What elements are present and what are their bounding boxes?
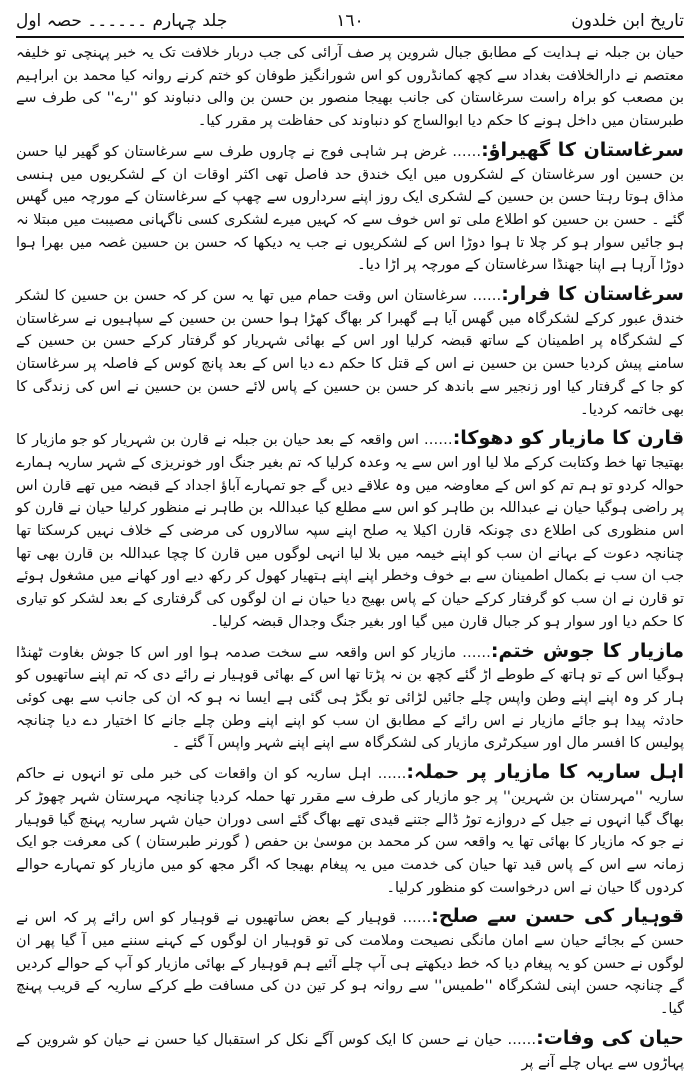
paragraph-text: اس واقعہ کے بعد حیان بن جبلہ نے قارن بن شہریار کو جو مازیار کا بھتیجا تھا خط وکتابت کرکے ملا لیا اور اس سے یہ وعدہ کرلیا کہ تم بغیر جنگ اور خونریزی کے شہر ساریہ ہمارے حوالہ کردو تو ہم تم کو اس کے معاوضہ میں وہ علاقے دیں گے جو تمہارے آباؤ اجداد کے قبضہ میں تھے قارن اس پر راضی ہوگیا حیان نے عبداللہ بن طاہر کو اس سے مطلع کیا عبداللہ بن طاہر نے منظور کرلیا حیان نے قارن کو اس منظوری کی اطلاع دی چونکہ قارن اکیلا یہ صلح اپنے سپہ سالاروں کی مرضی کے خلاف نہیں کرسکتا تھا چنانچہ دعوت کے بہانے ان سب کو اپنے خیمہ میں بلا لیا انہی لوگوں میں قارن کا چچا عبداللہ بن قارن بھی تھا جب ان سب نے بکمال اطمینان سے بے خوف وخطر اپنے اپنے ہتھیار کھول کر رکھ دیے اور کھانے میں مشغول ہوئے تو قارن نے ان سب کو گرفتار کرکے حیان کے پاس بھیج دیا حیان نے ان لوگوں کی گرفتاری کے بعد لشکر کو تیاری کا حکم دیا اور سوار ہو کر جبال قارن میں گیا اور بغیر جنگ وجدال قبضہ کرلیا۔ [16,432,684,630]
paragraph-escape: سرغاستان کا فرار:…… سرغاستان اس وقت حمام میں تھا یہ سن کر کہ حسن بن حسین کا لشکر خندق عبور کرکے لشکرگاہ میں گھس آیا ہے گھبرا کر بھاگ کھڑا ہوا حسن بن حسین کے سپاہیوں نے سرغاستان کے لشکرگاہ پر اطمینان کے ساتھ قبضہ کرلیا اور اس کے بھائی شہریار کو گرفتار کرکے حسن بن حسین کے سامنے پیش کردیا حسن بن حسین نے اس کے قتل کا حکم دے دیا اس کے بعد پانچ کوس کے فاصلہ پر سرغاستان کو جا کے گرفتار کیا اور زنجیر سے باندھ کر حسن بن حسین کے پاس لائے حسن بن حسین نے اس کی زندگی کا بھی خاتمہ کردیا۔ [16,283,684,418]
volume-label: جلد چہارم ۔۔۔۔۔۔ حصہ اول [16,11,228,31]
header-rule [16,36,684,38]
paragraph-deception: قارن کا مازیار کو دھوکا:…… اس واقعہ کے بعد حیان بن جبلہ نے قارن بن شہریار کو جو مازیار کا بھتیجا تھا خط وکتابت کرکے ملا لیا اور اس سے یہ وعدہ کرلیا کہ تم بغیر جنگ اور خونریزی کے شہر ساریہ ہمارے حوالہ کردو تو ہم تم کو اس کے معاوضہ میں وہ علاقے دیں گے جو تمہارے آباؤ اجداد کے قبضہ میں تھے قارن اس پر راضی ہوگیا حیان نے عبداللہ بن طاہر کو اس سے مطلع کیا عبداللہ بن طاہر نے منظور کرلیا حیان نے قارن کو اس منظوری کی اطلاع دی چونکہ قارن اکیلا یہ صلح اپنے سپہ سالاروں کی مرضی کے خلاف نہیں کرسکتا تھا چنانچہ دعوت کے بہانے ان سب کو اپنے خیمہ میں بلا لیا انہی لوگوں میں قارن کا چچا عبداللہ بن قارن بھی تھا جب ان سب نے بکمال اطمینان سے بے خوف وخطر اپنے اپنے ہتھیار کھول کر رکھ دیے اور کھانے میں مشغول ہوئے تو قارن نے ان سب کو گرفتار کرکے حیان کے پاس بھیج دیا حیان نے ان لوگوں کی گرفتاری کے بعد لشکر کو تیاری کا حکم دیا اور سوار ہو کر جبال قارن میں گیا اور بغیر جنگ وجدال قبضہ کرلیا۔ [16,427,685,630]
paragraph-text: غرض ہر شاہی فوج نے چاروں طرف سے سرغاستان کو گھیر لیا حسن بن حسین اور سرغاستان کے لشکروں میں ایک خندق حد فاصل تھی اکثر اوقات ان کے لشکریوں میں ہنسی مذاق ہوتا رہتا حسن بن حسین کے لشکری ایک روز اپنے سرداروں سے چھپ کے سرغاستان کے مورچہ میں گھس گئے ۔ حسن بن حسین کو اطلاع ملی تو اس خوف سے کہ کہیں میرے لشکری کسی ناگہانی مصیبت میں مبتلا نہ ہو جائیں سوار ہو کر چلا تا ہوا دوڑا اس کے لشکریوں نے جب یہ دیکھا کہ حسن بن حسین غصہ میں بھرا ہوا دوڑا آرہا ہے اپنا جھنڈا سرغاستان کے مورچہ پر اڑا دیا۔ [16,143,684,274]
book-page [16,6,685,1071]
book-title: تاریخ ابن خلدون [571,11,684,31]
section-heading: قارن کا مازیار کو دھوکا: [452,427,685,450]
paragraph-text: اہل ساریہ کو ان واقعات کی خبر ملی تو انہوں نے حاکم ساریہ ''مہرستان بن شہرین'' پر جو مازیار کی طرف سے مقرر تھا حملہ کردیا چنانچہ مہرستان شہر چھوڑ کر بھاگ گیا انہوں نے جیل کے دروازے توڑ ڈالے جتنے قیدی تھے بھاگ گئے اسی دوران حیان شہر ساریہ پہنچ گیا قوہیار نے جو کہ مازیار کا بھائی تھا یہ واقعہ سن کر محمد بن موسیٰ بن حفص ( گورنر طبرستان ) کی معرفت جو ایک زمانہ سے اس کے پاس قید تھا حیان کی خدمت میں یہ پیغام بھیجا کہ اگر مجھ کو میں مازیار کو تمہارے حوالے کردوں گا حیان نے اس درخواست کو منظور کرلیا۔ [16,766,684,896]
page-header [16,6,684,36]
paragraph-attack: اہل ساریہ کا مازیار پر حملہ:…… اہل ساریہ کو ان واقعات کی خبر ملی تو انہوں نے حاکم ساریہ ''مہرستان بن شہرین'' پر جو مازیار کی طرف سے مقرر تھا حملہ کردیا چنانچہ مہرستان شہر چھوڑ کر بھاگ گیا انہوں نے جیل کے دروازے توڑ ڈالے جتنے قیدی تھے بھاگ گئے اسی دوران حیان شہر ساریہ پہنچ گیا قوہیار نے جو کہ مازیار کا بھائی تھا یہ واقعہ سن کر محمد بن موسیٰ بن حفص ( گورنر طبرستان ) کی معرفت جو ایک زمانہ سے اس کے پاس قید تھا حیان کی خدمت میں یہ پیغام بھیجا کہ اگر مجھ کو میں مازیار کو تمہارے حوالے کردوں گا حیان نے اس درخواست کو منظور کرلیا۔ [16,761,684,896]
section-heading: قوہیار کی حسن سے صلح: [431,905,684,928]
paragraph-zeal-ends: مازیار کا جوش ختم:…… مازیار کو اس واقعہ سے سخت صدمہ ہوا اور اس کا جوش بغاوت ٹھنڈا ہوگیا اس کے تو ہاتھ کے طوطے اڑ گئے کچھ بن نہ پڑتا تھا اس کے بھائی قوہیار نے رائے دی کہ تم اپنے ساتھیوں کو ہار کر وہ اپنے اپنے وطن واپس چلے جائیں لڑائی تو بگڑ ہی گئی ہے ایسا نہ ہو کہ ان کی جانب سے بھی کوئی حادثہ پیدا ہو جائے مازیار نے اس رائے کے مطابق ان سب کو اپنے اپنے وطن چلے جانے کا اختیار دے دیا چنانچہ پولیس کا افسر مال اور سیکرٹری مازیار کی لشکرگاہ سے اپنے اپنے شہر واپس آ گئے ۔ [16,639,684,752]
page-number: ١٦٠ [336,11,364,31]
paragraph-intro [16,42,684,133]
paragraph-peace: قوہیار کی حسن سے صلح:…… قوہیار کے بعض ساتھیوں نے قوہیار کو اس رائے پر کہ اس نے حسن کے بجائے حیان سے امان مانگی نصیحت وملامت کی تو قوہیار ان لوگوں کے کہنے سننے میں آ گیا پھر ان لوگوں نے حسن کو یہ پیغام دیا کہ خط دیکھتے ہی آپ چلے آئیے ہم قوہیار کے بھائی مازیار کو آپ کے حوالے کردیں گے چنانچہ حسن اپنی لشکرگاہ ''طمیس'' سے روانہ ہو کر تین دن کی مسافت طے کرکے ساریہ کے قریب پہنچ گیا۔ [16,905,684,1018]
section-heading: سرغاستان کا گھیراؤ: [481,138,684,161]
section-heading: سرغاستان کا فرار: [501,283,684,306]
page-body [16,42,684,1074]
paragraph-death: حیان کی وفات:…… حیان نے حسن کا ایک کوس آگے نکل کر استقبال کیا حسن نے حیان کو شروین کے پہاڑوں سے یہاں چلے آنے پر [16,1026,684,1071]
paragraph-text: حیان نے حسن کا ایک کوس آگے نکل کر استقبال کیا حسن نے حیان کو شروین کے پہاڑوں سے یہاں چلے آنے پر [16,1031,684,1071]
section-heading: اہل ساریہ کا مازیار پر حملہ: [406,761,684,784]
section-heading: مازیار کا جوش ختم: [490,639,684,662]
paragraph-text: مازیار کو اس واقعہ سے سخت صدمہ ہوا اور اس کا جوش بغاوت ٹھنڈا ہوگیا اس کے تو ہاتھ کے طوطے اڑ گئے کچھ بن نہ پڑتا تھا اس کے بھائی قوہیار نے رائے دی کہ تم اپنے ساتھیوں کو ہار کر وہ اپنے اپنے وطن واپس چلے جائیں لڑائی تو بگڑ ہی گئی ہے ایسا نہ ہو کہ ان کی جانب سے بھی کوئی حادثہ پیدا ہو جائے مازیار نے اس رائے کے مطابق ان سب کو اپنے اپنے وطن چلے جانے کا اختیار دے دیا چنانچہ پولیس کا افسر مال اور سیکرٹری مازیار کی لشکرگاہ سے اپنے اپنے شہر واپس آ گئے ۔ [16,644,684,752]
paragraph-text: سرغاستان اس وقت حمام میں تھا یہ سن کر کہ حسن بن حسین کا لشکر خندق عبور کرکے لشکرگاہ میں گھس آیا ہے گھبرا کر بھاگ کھڑا ہوا حسن بن حسین کے سپاہیوں نے سرغاستان کے لشکرگاہ پر اطمینان کے ساتھ قبضہ کرلیا اور اس کے بھائی شہریار کو گرفتار کرکے حسن بن حسین کے سامنے پیش کردیا حسن بن حسین نے اس کے قتل کا حکم دے دیا اس کے بعد پانچ کوس کے فاصلہ پر سرغاستان کو جا کے گرفتار کیا اور زنجیر سے باندھ کر حسن بن حسین کے پاس لائے حسن بن حسین نے اس کی زندگی کا بھی خاتمہ کردیا۔ [16,288,684,418]
paragraph-text: قوہیار کے بعض ساتھیوں نے قوہیار کو اس رائے پر کہ اس نے حسن کے بجائے حیان سے امان مانگی نصیحت وملامت کی تو قوہیار ان لوگوں کے کہنے سننے میں آ گیا پھر ان لوگوں نے حسن کو یہ پیغام دیا کہ خط دیکھتے ہی آپ چلے آئیے ہم قوہیار کے بھائی مازیار کو آپ کے حوالے کردیں گے چنانچہ حسن اپنی لشکرگاہ ''طمیس'' سے روانہ ہو کر تین دن کی مسافت طے کرکے ساریہ کے قریب پہنچ گیا۔ [16,910,684,1018]
paragraph-text: حیان بن جبلہ نے ہدایت کے مطابق جبال شروین پر صف آرائی کی جب دربار خلافت تک یہ خبر پہنچی تو خلیفہ معتصم نے دارالخلافت بغداد سے کچھ کمانڈروں کو اس شورانگیز طوفان کو ختم کرنے روانہ کیا محمد بن ابراہیم بن مصعب کو براہ راست سرغاستان کی جانب بھیجا منصور بن حسن بن والی دنباوند کو ''رے'' کی طرف سے طبرستان میں داخل ہونے کا حکم دیا ابوالساج کو دنباوند کی حفاظت پر مقرر کیا۔ [16,45,684,130]
paragraph-siege: سرغاستان کا گھیراؤ:…… غرض ہر شاہی فوج نے چاروں طرف سے سرغاستان کو گھیر لیا حسن بن حسین اور سرغاستان کے لشکروں میں ایک خندق حد فاصل تھی اکثر اوقات ان کے لشکریوں میں ہنسی مذاق ہوتا رہتا حسن بن حسین کے لشکری ایک روز اپنے سرداروں سے چھپ کے سرغاستان کے مورچہ میں گھس گئے ۔ حسن بن حسین کو اطلاع ملی تو اس خوف سے کہ کہیں میرے لشکری کسی ناگہانی مصیبت میں مبتلا نہ ہو جائیں سوار ہو کر چلا تا ہوا دوڑا اس کے لشکریوں نے جب یہ دیکھا کہ حسن بن حسین غصہ میں بھرا ہوا دوڑا آرہا ہے اپنا جھنڈا سرغاستان کے مورچہ پر اڑا دیا۔ [16,138,684,274]
section-heading: حیان کی وفات: [536,1026,684,1049]
